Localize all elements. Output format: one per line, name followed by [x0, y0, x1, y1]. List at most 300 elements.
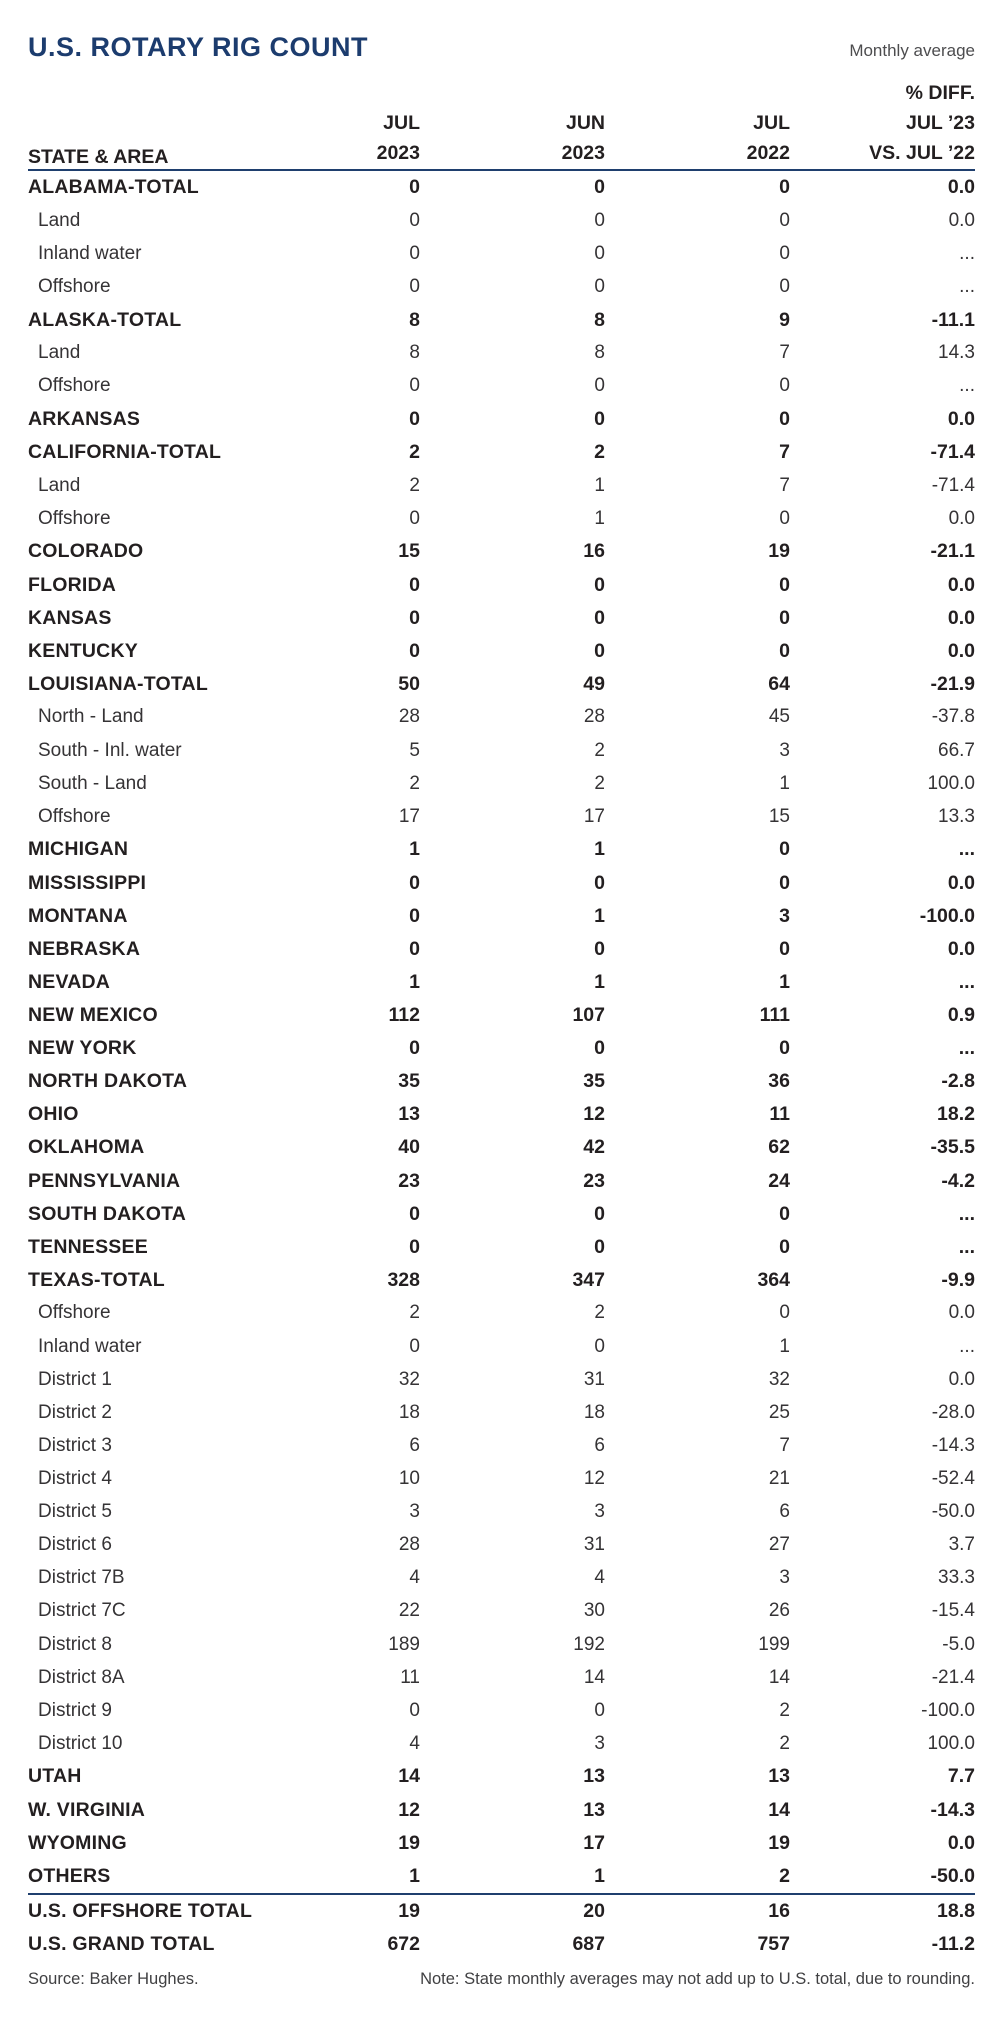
cell-value: 0.0: [947, 407, 975, 430]
cell-value: 199: [758, 1633, 790, 1655]
row-label: OTHERS: [28, 1864, 111, 1887]
row-label: District 5: [38, 1501, 112, 1523]
table-row: [28, 1760, 975, 1793]
row-label: District 2: [38, 1401, 112, 1423]
row-label: District 6: [38, 1534, 112, 1556]
cell-value: -100.0: [919, 904, 975, 927]
cell-value: 21: [768, 1467, 790, 1489]
cell-value: 4: [409, 1567, 420, 1589]
cell-value: 107: [572, 1003, 605, 1026]
cell-value: 0: [409, 904, 420, 927]
cell-value: 7: [779, 342, 790, 364]
cell-value: 31: [583, 1368, 605, 1390]
cell-value: 3: [409, 1501, 420, 1523]
cell-value: 14: [768, 1798, 790, 1821]
cell-value: 0: [409, 209, 420, 231]
cell-value: 13: [583, 1765, 605, 1788]
cell-value: 12: [583, 1467, 605, 1489]
cell-value: 687: [572, 1933, 605, 1956]
cell-value: 0.0: [948, 1368, 975, 1390]
col-header-jul23: JUL ’23: [905, 112, 975, 135]
table-row: [28, 1595, 975, 1628]
cell-value: 11: [769, 1103, 790, 1126]
table-row: [28, 800, 975, 833]
cell-value: -35.5: [930, 1136, 975, 1159]
cell-value: 13: [768, 1765, 790, 1788]
cell-value: 14.3: [938, 342, 975, 364]
cell-value: 35: [398, 1070, 420, 1093]
cell-value: 32: [398, 1368, 420, 1390]
cell-value: -100.0: [921, 1699, 975, 1721]
row-label: MICHIGAN: [28, 838, 129, 861]
cell-value: 0: [409, 1235, 420, 1258]
cell-value: 12: [398, 1798, 420, 1821]
cell-value: 32: [768, 1368, 790, 1390]
note-text: Note: State monthly averages may not add up to U.S. total, due to rounding.: [420, 1970, 975, 1989]
cell-value: 19: [398, 1899, 420, 1922]
table-row: [28, 734, 975, 767]
cell-value: 7: [779, 474, 790, 496]
row-label: UTAH: [28, 1765, 82, 1788]
cell-value: 0: [409, 375, 420, 397]
table-row: [28, 204, 975, 237]
row-label: Offshore: [38, 805, 111, 827]
table-row: [28, 1198, 975, 1231]
col-header-pct-diff: % DIFF.: [905, 81, 975, 104]
cell-value: 20: [583, 1899, 605, 1922]
table-row: [28, 1231, 975, 1264]
cell-value: -71.4: [930, 441, 975, 464]
table-row: [28, 1496, 975, 1529]
cell-value: 13: [583, 1798, 605, 1821]
row-label: MISSISSIPPI: [28, 871, 147, 894]
cell-value: 100.0: [927, 1732, 975, 1754]
cell-value: 11: [400, 1666, 420, 1688]
cell-value: 9: [779, 308, 790, 331]
cell-value: 0: [779, 507, 790, 529]
cell-value: ...: [959, 375, 975, 397]
cell-value: 2: [779, 1864, 790, 1887]
row-label: ALABAMA-TOTAL: [28, 176, 199, 199]
row-label: FLORIDA: [28, 573, 117, 596]
cell-value: 0: [779, 1202, 790, 1225]
cell-value: 4: [409, 1732, 420, 1754]
cell-value: 4: [594, 1567, 605, 1589]
table-row: [28, 1895, 975, 1928]
row-label: COLORADO: [28, 540, 144, 563]
table-row: [28, 1694, 975, 1727]
cell-value: 1: [594, 970, 605, 993]
cell-value: 3: [779, 1567, 790, 1589]
row-label: SOUTH DAKOTA: [28, 1202, 187, 1225]
cell-value: 18.8: [937, 1899, 975, 1922]
cell-value: 0: [779, 871, 790, 894]
cell-value: 27: [768, 1534, 790, 1556]
cell-value: 0: [409, 242, 420, 264]
cell-value: 36: [768, 1070, 790, 1093]
cell-value: 364: [757, 1268, 790, 1291]
cell-value: 28: [398, 1534, 420, 1556]
cell-value: 0: [594, 1202, 605, 1225]
table-row: [28, 1661, 975, 1694]
col-header-2023b: 2023: [561, 142, 605, 165]
cell-value: 0: [594, 1235, 605, 1258]
table-row: [28, 1065, 975, 1098]
cell-value: 0: [409, 606, 420, 629]
row-label: District 8: [38, 1633, 112, 1655]
cell-value: 15: [398, 540, 420, 563]
cell-value: 8: [409, 308, 420, 331]
table-row: [28, 668, 975, 701]
cell-value: 192: [573, 1633, 605, 1655]
row-label: MONTANA: [28, 904, 128, 927]
cell-value: -4.2: [941, 1169, 975, 1192]
cell-value: 0: [594, 209, 605, 231]
table-row: [28, 370, 975, 403]
cell-value: 0: [594, 606, 605, 629]
row-label: TENNESSEE: [28, 1235, 148, 1258]
row-label: ARKANSAS: [28, 407, 141, 430]
table-row: [28, 337, 975, 370]
row-label: South - Inl. water: [38, 739, 182, 761]
table-row: [28, 271, 975, 304]
cell-value: -11.1: [931, 308, 975, 331]
cell-value: -9.9: [941, 1268, 975, 1291]
row-label: Land: [38, 474, 81, 496]
table-row: [28, 1628, 975, 1661]
table-row: [28, 1131, 975, 1164]
cell-value: 50: [398, 672, 420, 695]
cell-value: 19: [768, 1831, 790, 1854]
row-label: Offshore: [38, 276, 111, 298]
cell-value: 1: [594, 1864, 605, 1887]
page-content: [28, 0, 975, 1989]
table-row: [28, 1529, 975, 1562]
cell-value: 0.0: [948, 1302, 975, 1324]
row-label: District 9: [38, 1699, 112, 1721]
cell-value: 40: [398, 1136, 420, 1159]
col-header-jun: JUN: [565, 112, 605, 135]
cell-value: -15.4: [931, 1600, 975, 1622]
cell-value: -5.0: [942, 1633, 975, 1655]
cell-value: 0.0: [947, 606, 975, 629]
cell-value: 0: [594, 871, 605, 894]
table-row: [28, 635, 975, 668]
cell-value: 30: [583, 1600, 605, 1622]
cell-value: 0: [409, 507, 420, 529]
table-row: [28, 1032, 975, 1065]
cell-value: 42: [583, 1136, 605, 1159]
cell-value: 15: [768, 805, 790, 827]
column-header-line-1: [28, 78, 975, 108]
row-label: Inland water: [38, 242, 142, 264]
subtitle-monthly-average: Monthly average: [849, 41, 975, 60]
cell-value: 0: [409, 1335, 420, 1357]
cell-value: 0: [594, 937, 605, 960]
row-label: OKLAHOMA: [28, 1136, 145, 1159]
cell-value: 0: [594, 1335, 605, 1357]
cell-value: 0: [409, 176, 420, 199]
row-label: District 4: [38, 1467, 112, 1489]
table-row: [28, 1860, 975, 1893]
cell-value: ...: [958, 1037, 975, 1060]
cell-value: 28: [398, 706, 420, 728]
row-label: PENNSYLVANIA: [28, 1169, 181, 1192]
cell-value: 2: [409, 772, 420, 794]
cell-value: 23: [583, 1169, 605, 1192]
cell-value: 0: [779, 176, 790, 199]
table-row: [28, 1928, 975, 1961]
table-row: [28, 966, 975, 999]
cell-value: 112: [388, 1003, 420, 1026]
cell-value: 13: [398, 1103, 420, 1126]
cell-value: 2: [594, 739, 605, 761]
cell-value: 1: [594, 838, 605, 861]
row-label: LOUISIANA-TOTAL: [28, 672, 208, 695]
cell-value: -21.9: [930, 672, 975, 695]
cell-value: 0: [409, 639, 420, 662]
cell-value: 0: [779, 375, 790, 397]
row-label: Offshore: [38, 507, 111, 529]
cell-value: 0: [779, 937, 790, 960]
col-header-vs-jul22: VS. JUL ’22: [869, 142, 975, 165]
cell-value: 0: [409, 573, 420, 596]
row-label: Inland water: [38, 1335, 142, 1357]
row-label: Offshore: [38, 375, 111, 397]
table-row: [28, 436, 975, 469]
row-label: South - Land: [38, 772, 147, 794]
column-header-line-3: [28, 139, 975, 169]
cell-value: 2: [594, 1302, 605, 1324]
table-row: [28, 1562, 975, 1595]
cell-value: ...: [958, 838, 975, 861]
cell-value: 16: [583, 540, 605, 563]
cell-value: 0: [409, 1699, 420, 1721]
cell-value: 7.7: [947, 1765, 975, 1788]
cell-value: ...: [958, 970, 975, 993]
cell-value: 2: [409, 1302, 420, 1324]
cell-value: -21.4: [931, 1666, 975, 1688]
row-label: CALIFORNIA-TOTAL: [28, 441, 222, 464]
cell-value: 2: [594, 772, 605, 794]
col-header-2022: 2022: [746, 142, 790, 165]
column-header-line-2: [28, 108, 975, 138]
cell-value: 0: [409, 937, 420, 960]
cell-value: 66.7: [938, 739, 975, 761]
cell-value: 2: [594, 441, 605, 464]
row-label: North - Land: [38, 706, 144, 728]
cell-value: 0.0: [947, 639, 975, 662]
row-label: Land: [38, 342, 81, 364]
cell-value: 2: [779, 1699, 790, 1721]
row-label: U.S. OFFSHORE TOTAL: [28, 1899, 253, 1922]
row-label: OHIO: [28, 1103, 79, 1126]
table-row: [28, 1330, 975, 1363]
cell-value: 2: [779, 1732, 790, 1754]
cell-value: 0: [409, 1037, 420, 1060]
title-bar: [28, 32, 975, 64]
cell-value: 35: [583, 1070, 605, 1093]
cell-value: 3: [594, 1501, 605, 1523]
rig-count-table: [28, 171, 975, 1961]
table-row: [28, 866, 975, 899]
cell-value: 2: [409, 474, 420, 496]
cell-value: 1: [779, 1335, 790, 1357]
table-row: [28, 1727, 975, 1760]
cell-value: 0: [409, 871, 420, 894]
col-header-jul: JUL: [383, 112, 420, 135]
row-label: NORTH DAKOTA: [28, 1070, 188, 1093]
cell-value: 49: [583, 672, 605, 695]
cell-value: -14.3: [930, 1798, 975, 1821]
cell-value: 0: [779, 838, 790, 861]
cell-value: 0: [779, 407, 790, 430]
cell-value: 0: [409, 407, 420, 430]
row-label: W. VIRGINIA: [28, 1798, 146, 1821]
cell-value: 45: [768, 706, 790, 728]
row-label: District 7B: [38, 1567, 125, 1589]
cell-value: 8: [594, 308, 605, 331]
cell-value: 0: [779, 606, 790, 629]
table-row: [28, 535, 975, 568]
cell-value: 3: [594, 1732, 605, 1754]
cell-value: 17: [583, 1831, 605, 1854]
cell-value: 2: [409, 441, 420, 464]
cell-value: 0: [594, 176, 605, 199]
row-label: NEW MEXICO: [28, 1003, 158, 1026]
cell-value: 0.0: [947, 573, 975, 596]
cell-value: 347: [572, 1268, 605, 1291]
table-row: [28, 469, 975, 502]
row-label: District 3: [38, 1434, 112, 1456]
cell-value: 1: [779, 772, 790, 794]
cell-value: 18: [398, 1401, 420, 1423]
cell-value: 25: [768, 1401, 790, 1423]
cell-value: 6: [779, 1501, 790, 1523]
cell-value: 0.0: [948, 507, 975, 529]
cell-value: 22: [398, 1600, 420, 1622]
cell-value: 1: [594, 904, 605, 927]
cell-value: 7: [779, 441, 790, 464]
cell-value: 0: [779, 276, 790, 298]
cell-value: -11.2: [931, 1933, 975, 1956]
cell-value: 18.2: [937, 1103, 975, 1126]
cell-value: 0: [779, 639, 790, 662]
cell-value: -2.8: [941, 1070, 975, 1093]
cell-value: 0.9: [947, 1003, 975, 1026]
cell-value: 0: [779, 1302, 790, 1324]
cell-value: 0: [594, 242, 605, 264]
row-label: ALASKA-TOTAL: [28, 308, 182, 331]
cell-value: 0: [779, 242, 790, 264]
cell-value: 16: [768, 1899, 790, 1922]
cell-value: ...: [959, 276, 975, 298]
page-title: U.S. ROTARY RIG COUNT: [28, 32, 369, 62]
cell-value: 189: [388, 1633, 420, 1655]
table-row: [28, 933, 975, 966]
cell-value: 0.0: [948, 209, 975, 231]
cell-value: 0: [594, 407, 605, 430]
cell-value: 672: [387, 1933, 420, 1956]
cell-value: 62: [768, 1136, 790, 1159]
table-row: [28, 1396, 975, 1429]
table-row: [28, 304, 975, 337]
cell-value: ...: [958, 1235, 975, 1258]
table-row: [28, 1429, 975, 1462]
table-row: [28, 833, 975, 866]
table-row: [28, 767, 975, 800]
cell-value: 17: [398, 805, 420, 827]
row-label: District 1: [38, 1368, 112, 1390]
cell-value: 3.7: [948, 1534, 975, 1556]
row-label: District 10: [38, 1732, 123, 1754]
cell-value: 0.0: [947, 937, 975, 960]
cell-value: 0: [779, 209, 790, 231]
cell-value: 13.3: [938, 805, 975, 827]
cell-value: 31: [583, 1534, 605, 1556]
cell-value: 3: [779, 904, 790, 927]
cell-value: -52.4: [931, 1467, 975, 1489]
cell-value: 6: [409, 1434, 420, 1456]
cell-value: 18: [583, 1401, 605, 1423]
cell-value: 0: [594, 573, 605, 596]
row-label: NEW YORK: [28, 1037, 137, 1060]
cell-value: 1: [409, 1864, 420, 1887]
cell-value: 111: [759, 1003, 790, 1026]
row-label: U.S. GRAND TOTAL: [28, 1933, 215, 1956]
cell-value: -37.8: [931, 706, 975, 728]
cell-value: 0: [594, 1037, 605, 1060]
cell-value: 24: [768, 1169, 790, 1192]
table-row: [28, 900, 975, 933]
cell-value: 33.3: [938, 1567, 975, 1589]
cell-value: 17: [583, 805, 605, 827]
row-label: NEBRASKA: [28, 937, 141, 960]
row-label: District 8A: [38, 1666, 125, 1688]
table-row: [28, 1462, 975, 1495]
cell-value: 26: [768, 1600, 790, 1622]
cell-value: 3: [779, 739, 790, 761]
row-label: KENTUCKY: [28, 639, 138, 662]
table-row: [28, 701, 975, 734]
row-label: TEXAS-TOTAL: [28, 1268, 165, 1291]
cell-value: -14.3: [931, 1434, 975, 1456]
cell-value: 14: [583, 1666, 605, 1688]
cell-value: 14: [768, 1666, 790, 1688]
table-row: [28, 999, 975, 1032]
cell-value: 28: [583, 706, 605, 728]
cell-value: -28.0: [931, 1401, 975, 1423]
table-row: [28, 1794, 975, 1827]
cell-value: 328: [387, 1268, 420, 1291]
cell-value: 0: [779, 573, 790, 596]
cell-value: 6: [594, 1434, 605, 1456]
cell-value: 0: [594, 375, 605, 397]
cell-value: 0.0: [947, 1831, 975, 1854]
cell-value: -71.4: [931, 474, 975, 496]
cell-value: 23: [398, 1169, 420, 1192]
cell-value: 0: [779, 1235, 790, 1258]
table-row: [28, 502, 975, 535]
cell-value: 0: [594, 276, 605, 298]
cell-value: 0: [779, 1037, 790, 1060]
row-label: NEVADA: [28, 970, 111, 993]
cell-value: 1: [409, 838, 420, 861]
table-row: [28, 602, 975, 635]
cell-value: 0.0: [947, 176, 975, 199]
cell-value: 14: [398, 1765, 420, 1788]
cell-value: 19: [768, 540, 790, 563]
